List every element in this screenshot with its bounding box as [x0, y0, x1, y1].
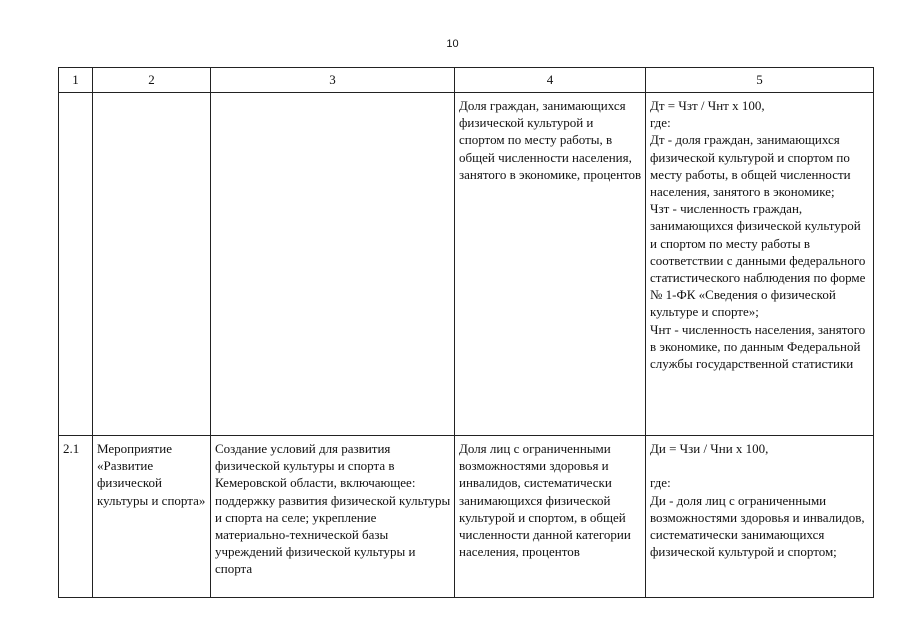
event-name-cell: Мероприятие «Развитие физической культуры и спорта»	[93, 436, 211, 598]
event-description-cell	[211, 93, 455, 436]
formula-cell: Дт = Чзт / Чнт х 100, где: Дт - доля граждан, занимающихся физической культурой и спортом по месту работы, в общей численности населения, занятого в экономике; Чзт - численность граждан, занимающихся физической культурой и спортом по месту работы в соответствии с данными федерального статистического наблюдения по форме № 1-ФК «Сведения о физической культуре и спорте»; Чнт - численность населения, занятого в экономике, по данным Федеральной службы государственной статистики	[646, 93, 874, 436]
formula-cell: Ди = Чзи / Чни х 100, где: Ди - доля лиц с ограниченными возможностями здоровья и инвалидов, систематически занимающихся физической культурой и спортом;	[646, 436, 874, 598]
header-cell-1: 1	[59, 68, 93, 93]
indicator-name-cell: Доля лиц с ограниченными возможностями здоровья и инвалидов, систематически занимающихся физической культурой и спортом, в общей численности данной категории населения, процентов	[455, 436, 646, 598]
table-row	[59, 436, 874, 598]
row-number-cell	[59, 93, 93, 436]
indicator-table	[58, 67, 874, 598]
event-name-cell	[93, 93, 211, 436]
header-cell-4: 4	[455, 68, 646, 93]
table-header-row	[59, 68, 874, 93]
header-cell-2: 2	[93, 68, 211, 93]
event-description-cell: Создание условий для развития физической культуры и спорта в Кемеровской области, включающее: поддержку развития физической культуры и спорта на селе; укрепление материально-технической базы учреждений физической культуры и спорта	[211, 436, 455, 598]
header-cell-5: 5	[646, 68, 874, 93]
header-cell-3: 3	[211, 68, 455, 93]
indicator-name-cell: Доля граждан, занимающихся физической культурой и спортом по месту работы, в общей численности населения, занятого в экономике, процентов	[455, 93, 646, 436]
page-number: 10	[446, 38, 459, 50]
row-number-cell: 2.1	[59, 436, 93, 598]
table-row	[59, 93, 874, 436]
